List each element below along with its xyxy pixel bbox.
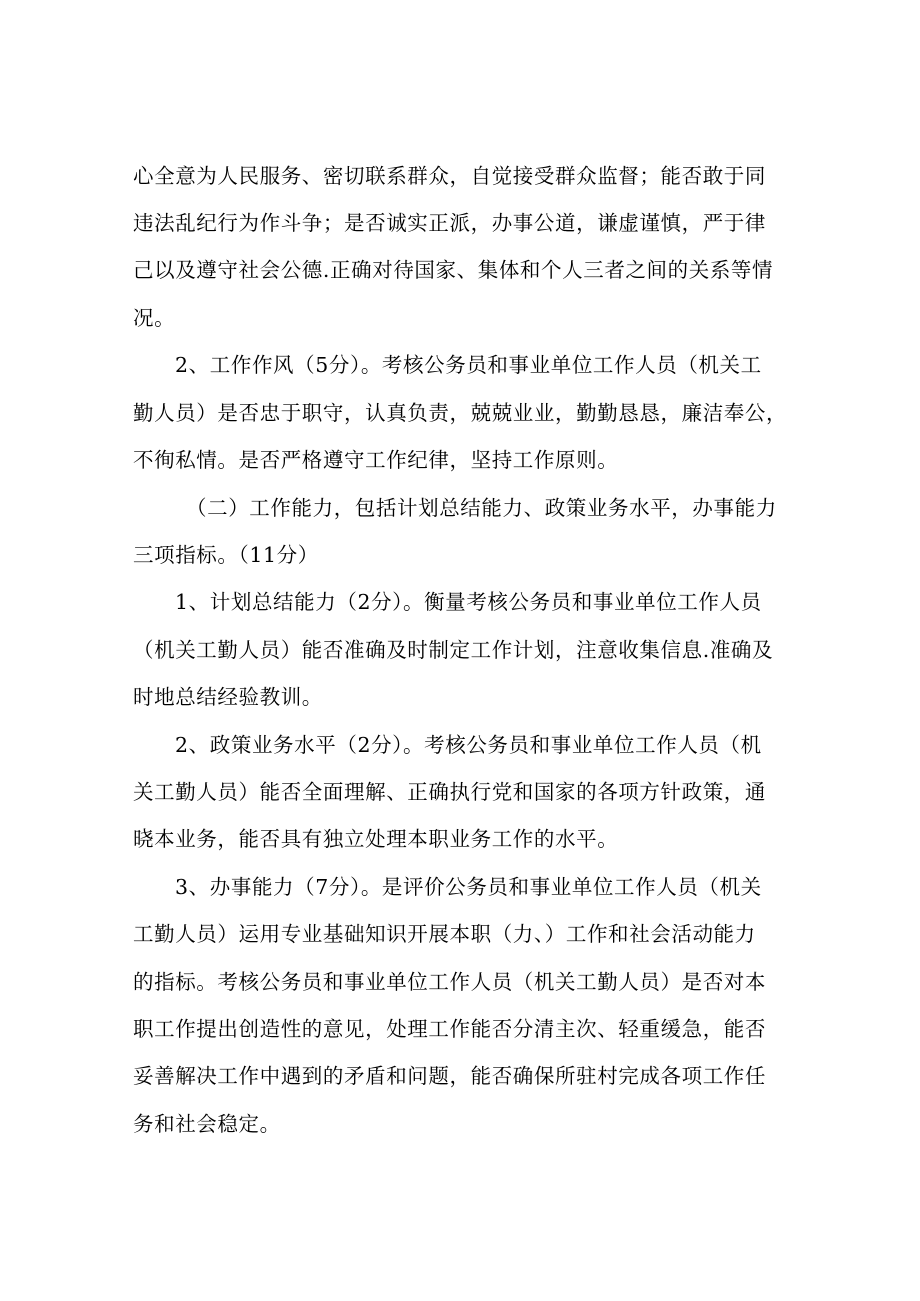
text-line: 务和社会稳定。 (133, 1112, 281, 1136)
text-line: 晓本业务，能否具有独立处理本职业务工作的水平。 (133, 827, 619, 851)
paragraph-start-line: 3、办事能力（7分）。是评价公务员和事业单位工作人员（机关 (175, 875, 762, 899)
text-line: 的指标。考核公务员和事业单位工作人员（机关工勤人员）是否对本 (133, 970, 766, 994)
text-line: 勤人员）是否忠于职守，认真负责，兢兢业业，勤勤恳恳，廉洁奉公， (133, 401, 788, 425)
text-line: 己以及遵守社会公德.正确对待国家、集体和个人三者之间的关系等情 (133, 258, 774, 282)
paragraph-start-line: 2、政策业务水平（2分）。考核公务员和事业单位工作人员（机 (175, 733, 762, 757)
text-line: 工勤人员）运用专业基础知识开展本职（力、）工作和社会活动能力 (133, 922, 756, 946)
text-line: 况。 (133, 306, 176, 330)
paragraph-start-line: 1、计划总结能力（2分）。衡量考核公务员和事业单位工作人员 (175, 590, 762, 614)
text-line: 妥善解决工作中遇到的矛盾和问题，能否确保所驻村完成各项工作任 (133, 1064, 766, 1088)
paragraph-start-line: 2、工作作风（5分）。考核公务员和事业单位工作人员（机关工 (175, 353, 762, 377)
text-line: （机关工勤人员）能否准确及时制定工作计划，注意收集信息.准确及 (133, 638, 774, 662)
section-heading-line: （二）工作能力，包括计划总结能力、政策业务水平，办事能力 (186, 496, 777, 520)
text-line: 不徇私情。是否严格遵守工作纪律，坚持工作原则。 (133, 448, 619, 472)
text-line: 关工勤人员）能否全面理解、正确执行党和国家的各项方针政策，通 (133, 780, 766, 804)
text-line: 违法乱纪行为作斗争；是否诚实正派，办事公道，谦虚谨慎，严于律 (133, 211, 766, 235)
text-line: 时地总结经验教训。 (133, 685, 323, 709)
text-line: 三项指标。（11分） (133, 543, 319, 567)
text-line: 心全意为人民服务、密切联系群众，自觉接受群众监督；能否敢于同 (133, 164, 766, 188)
text-line: 职工作提出创造性的意见，处理工作能否分清主次、轻重缓急，能否 (133, 1017, 766, 1041)
